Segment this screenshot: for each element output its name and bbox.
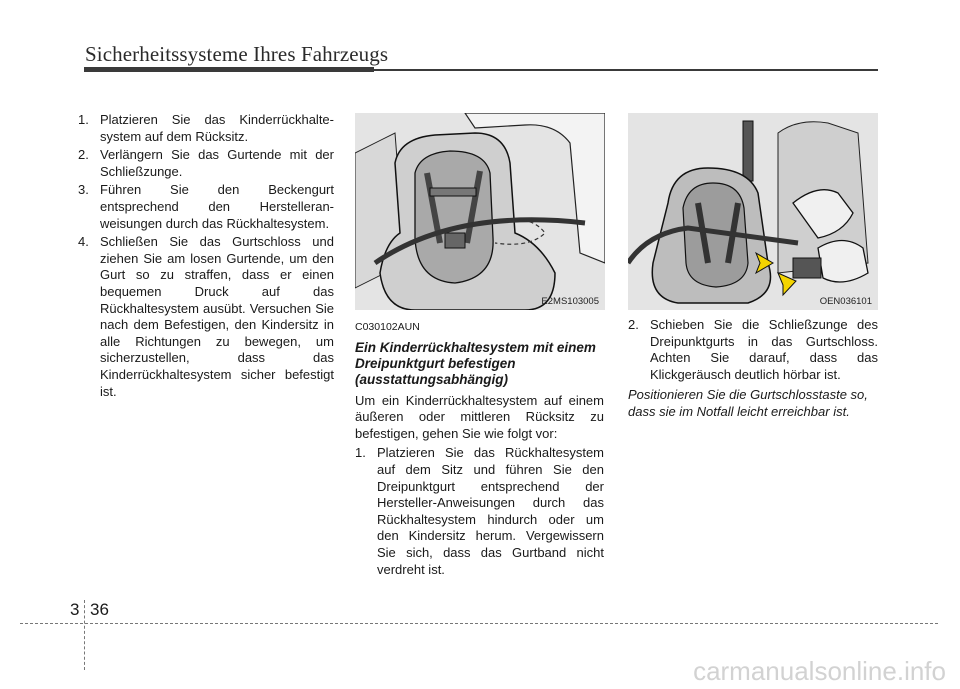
steps-list-2 xyxy=(355,445,604,578)
page-header-title: Sicherheitssysteme Ihres Fahrzeugs xyxy=(85,42,389,66)
chapter-number: 3 xyxy=(70,600,80,619)
step-number: 4. xyxy=(78,234,89,250)
figure-buckle-three-point-belt xyxy=(628,113,878,310)
list-item xyxy=(355,445,604,578)
section-code: C030102AUN xyxy=(355,321,420,333)
section-intro: Um ein Kinderrückhaltesystem auf einem äußeren oder mittleren Rücksitz zu befestigen, gehen Sie wie folgt vor: xyxy=(355,392,604,441)
steps-list-1 xyxy=(78,112,334,400)
step-text: Platzieren Sie das Kinderrückhalte-system auf dem Rücksitz. xyxy=(100,112,334,144)
column-2 xyxy=(355,319,604,580)
step-text: Schließen Sie das Gurtschloss und ziehen Sie am losen Gurtende, um den Gurt so zu straffen, dass er einen bequemen Druck auf das Rückhaltesystem ausübt. Versuchen Sie nach dem Befestigen, den Kindersitz in alle Richtungen zu bewegen, um sicherzustellen, dass das Kinderrückhaltesystem sicher befestigt ist. xyxy=(100,234,334,399)
list-item xyxy=(628,317,878,383)
list-item xyxy=(78,182,334,232)
list-item xyxy=(78,112,334,145)
column-1 xyxy=(78,112,334,402)
step-text: Platzieren Sie das Rückhaltesystem auf dem Sitz und führen Sie den Dreipunktgurt entsprechend der Hersteller-Anweisungen durch das Rückhaltesystem hindurch oder um den Kindersitz herum. Vergewissern Sie sich, dass das Gurtband nicht verdreht ist. xyxy=(377,445,604,577)
footer-rule xyxy=(20,623,938,624)
step-number: 3. xyxy=(78,182,89,198)
footer-divider xyxy=(84,600,85,670)
step-text: Schieben Sie die Schließzunge des Dreipunktgurts in das Gurtschloss. Achten Sie darauf, dass das Klickgeräusch deutlich hörbar ist. xyxy=(650,317,878,382)
column-3 xyxy=(628,317,878,421)
list-item xyxy=(78,147,334,180)
step-number: 2. xyxy=(78,147,89,163)
section-subheading: Ein Kinderrückhaltesystem mit einem Dreipunktgurt befestigen (ausstattungsabhängig) xyxy=(355,339,596,387)
italic-note: Positionieren Sie die Gurtschlosstaste so, dass sie im Notfall leicht erreichbar ist. xyxy=(628,387,868,419)
list-item xyxy=(78,234,334,400)
figure-code-label: E2MS103005 xyxy=(541,296,599,307)
watermark: carmanualsonline.info xyxy=(693,656,946,686)
steps-list-3 xyxy=(628,317,878,383)
header-rule-thick xyxy=(84,67,374,72)
figure-code-label: OEN036101 xyxy=(819,296,872,307)
header-rule-thin xyxy=(374,69,878,71)
step-text: Verlängern Sie das Gurtende mit der Schließzunge. xyxy=(100,147,334,179)
figure-child-seat-lap-belt xyxy=(355,113,605,310)
step-text: Führen Sie den Beckengurt entsprechend den Herstelleran-weisungen durch das Rückhaltesystem. xyxy=(100,182,334,231)
step-number: 1. xyxy=(78,112,89,127)
child-seat-illustration xyxy=(355,113,605,310)
buckle-illustration xyxy=(628,113,878,310)
step-number: 2. xyxy=(628,317,639,332)
page-number: 36 xyxy=(90,600,109,619)
step-number: 1. xyxy=(355,445,366,461)
